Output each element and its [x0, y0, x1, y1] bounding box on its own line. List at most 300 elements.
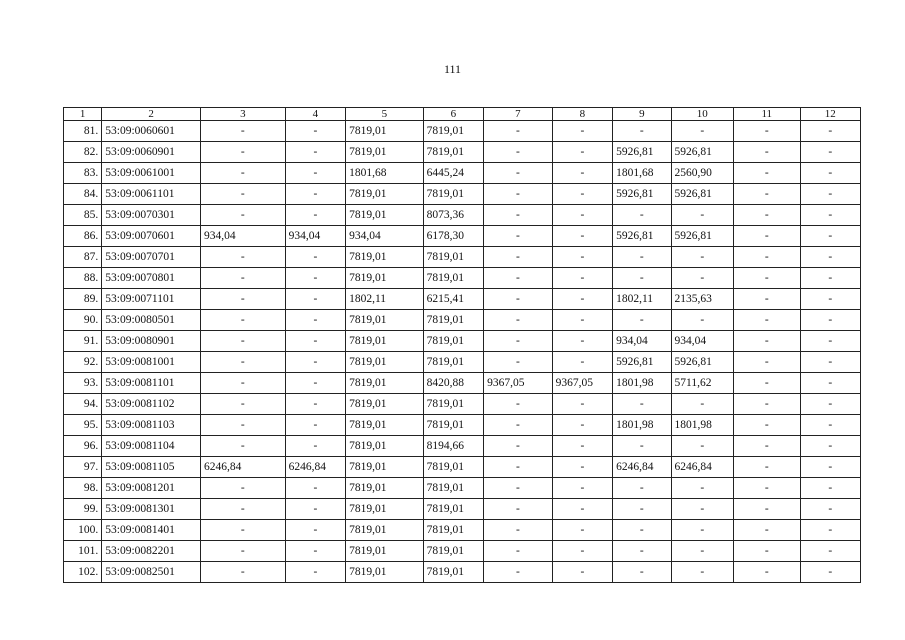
value-cell: - — [734, 142, 801, 163]
value-cell: 7819,01 — [346, 268, 424, 289]
cadastral-code-cell: 53:09:0061101 — [102, 184, 201, 205]
value-cell: - — [800, 499, 861, 520]
value-cell: - — [484, 226, 553, 247]
value-cell: - — [552, 163, 612, 184]
value-cell: - — [734, 184, 801, 205]
value-cell: 7819,01 — [423, 562, 483, 583]
table-row — [64, 478, 861, 499]
cadastral-code-cell: 53:09:0070601 — [102, 226, 201, 247]
value-cell: 7819,01 — [423, 415, 483, 436]
table-row — [64, 142, 861, 163]
value-cell: - — [734, 478, 801, 499]
value-cell: 1801,68 — [346, 163, 424, 184]
value-cell: - — [484, 541, 553, 562]
value-cell: 7819,01 — [423, 478, 483, 499]
value-cell: - — [734, 352, 801, 373]
value-cell: - — [800, 163, 861, 184]
column-header-11: 11 — [734, 108, 801, 121]
cadastral-code-cell: 53:09:0080901 — [102, 331, 201, 352]
value-cell: - — [201, 247, 286, 268]
value-cell: - — [285, 520, 345, 541]
cadastral-code-cell: 53:09:0071101 — [102, 289, 201, 310]
value-cell: 7819,01 — [423, 352, 483, 373]
column-header-7: 7 — [484, 108, 553, 121]
value-cell: - — [552, 562, 612, 583]
value-cell: - — [800, 184, 861, 205]
row-number-cell: 82. — [64, 142, 102, 163]
column-header-4: 4 — [285, 108, 345, 121]
table-row — [64, 310, 861, 331]
value-cell: - — [671, 310, 733, 331]
value-cell: - — [552, 268, 612, 289]
value-cell: - — [552, 499, 612, 520]
table-row — [64, 541, 861, 562]
value-cell: - — [800, 205, 861, 226]
cadastral-code-cell: 53:09:0060601 — [102, 121, 201, 142]
value-cell: 7819,01 — [346, 121, 424, 142]
value-cell: 1801,98 — [613, 373, 671, 394]
value-cell: - — [285, 499, 345, 520]
value-cell: 2560,90 — [671, 163, 733, 184]
value-cell: 7819,01 — [423, 457, 483, 478]
value-cell: - — [734, 373, 801, 394]
value-cell: 934,04 — [201, 226, 286, 247]
value-cell: - — [613, 562, 671, 583]
value-cell: 1802,11 — [613, 289, 671, 310]
value-cell: - — [671, 436, 733, 457]
value-cell: - — [285, 268, 345, 289]
table-row — [64, 562, 861, 583]
row-number-cell: 81. — [64, 121, 102, 142]
value-cell: - — [201, 121, 286, 142]
value-cell: 5926,81 — [613, 352, 671, 373]
value-cell: - — [484, 415, 553, 436]
value-cell: - — [484, 268, 553, 289]
row-number-cell: 88. — [64, 268, 102, 289]
table-row — [64, 184, 861, 205]
row-number-cell: 102. — [64, 562, 102, 583]
value-cell: 6246,84 — [671, 457, 733, 478]
column-header-10: 10 — [671, 108, 733, 121]
value-cell: - — [552, 520, 612, 541]
value-cell: - — [285, 184, 345, 205]
value-cell: - — [671, 562, 733, 583]
value-cell: - — [734, 520, 801, 541]
value-cell: - — [800, 121, 861, 142]
value-cell: 1802,11 — [346, 289, 424, 310]
value-cell: 934,04 — [346, 226, 424, 247]
value-cell: 7819,01 — [423, 499, 483, 520]
value-cell: 7819,01 — [423, 520, 483, 541]
value-cell: - — [484, 394, 553, 415]
value-cell: - — [552, 121, 612, 142]
value-cell: 5926,81 — [671, 184, 733, 205]
row-number-cell: 84. — [64, 184, 102, 205]
value-cell: - — [201, 436, 286, 457]
value-cell: 8420,88 — [423, 373, 483, 394]
value-cell: - — [671, 205, 733, 226]
value-cell: 7819,01 — [346, 352, 424, 373]
value-cell: 7819,01 — [423, 541, 483, 562]
cadastral-code-cell: 53:09:0081105 — [102, 457, 201, 478]
value-cell: - — [285, 331, 345, 352]
value-cell: - — [800, 394, 861, 415]
value-cell: 7819,01 — [346, 394, 424, 415]
value-cell: 5926,81 — [671, 226, 733, 247]
value-cell: - — [800, 436, 861, 457]
column-header-6: 6 — [423, 108, 483, 121]
value-cell: 9367,05 — [484, 373, 553, 394]
value-cell: - — [484, 499, 553, 520]
value-cell: - — [800, 247, 861, 268]
row-number-cell: 100. — [64, 520, 102, 541]
value-cell: 7819,01 — [423, 331, 483, 352]
value-cell: 7819,01 — [346, 205, 424, 226]
value-cell: - — [201, 289, 286, 310]
value-cell: - — [285, 142, 345, 163]
row-number-cell: 94. — [64, 394, 102, 415]
value-cell: 5926,81 — [671, 352, 733, 373]
value-cell: - — [484, 457, 553, 478]
value-cell: - — [552, 394, 612, 415]
value-cell: - — [613, 310, 671, 331]
value-cell: - — [800, 352, 861, 373]
value-cell: - — [201, 142, 286, 163]
table-row — [64, 163, 861, 184]
value-cell: - — [552, 205, 612, 226]
value-cell: - — [552, 289, 612, 310]
value-cell: 8073,36 — [423, 205, 483, 226]
row-number-cell: 99. — [64, 499, 102, 520]
cadastral-code-cell: 53:09:0081301 — [102, 499, 201, 520]
column-header-5: 5 — [346, 108, 424, 121]
value-cell: 5926,81 — [613, 184, 671, 205]
table-row — [64, 457, 861, 478]
value-cell: 7819,01 — [423, 184, 483, 205]
value-cell: - — [201, 310, 286, 331]
cadastral-code-cell: 53:09:0080501 — [102, 310, 201, 331]
value-cell: - — [613, 394, 671, 415]
value-cell: - — [734, 226, 801, 247]
table-row — [64, 268, 861, 289]
value-cell: - — [613, 520, 671, 541]
row-number-cell: 98. — [64, 478, 102, 499]
value-cell: - — [671, 478, 733, 499]
value-cell: - — [285, 562, 345, 583]
value-cell: - — [552, 352, 612, 373]
value-cell: - — [201, 205, 286, 226]
value-cell: 7819,01 — [423, 268, 483, 289]
value-cell: - — [552, 415, 612, 436]
value-cell: - — [671, 121, 733, 142]
value-cell: 5926,81 — [613, 226, 671, 247]
value-cell: 2135,63 — [671, 289, 733, 310]
value-cell: 934,04 — [613, 331, 671, 352]
value-cell: - — [552, 331, 612, 352]
value-cell: - — [484, 310, 553, 331]
value-cell: - — [484, 142, 553, 163]
value-cell: 7819,01 — [423, 121, 483, 142]
value-cell: 6178,30 — [423, 226, 483, 247]
value-cell: - — [552, 541, 612, 562]
value-cell: 7819,01 — [423, 394, 483, 415]
value-cell: - — [201, 331, 286, 352]
value-cell: - — [613, 247, 671, 268]
value-cell: 7819,01 — [346, 247, 424, 268]
value-cell: 7819,01 — [346, 184, 424, 205]
table-row — [64, 499, 861, 520]
cadastral-code-cell: 53:09:0081401 — [102, 520, 201, 541]
value-cell: - — [201, 163, 286, 184]
table-body — [64, 121, 861, 583]
row-number-cell: 90. — [64, 310, 102, 331]
row-number-cell: 85. — [64, 205, 102, 226]
row-number-cell: 96. — [64, 436, 102, 457]
value-cell: - — [734, 205, 801, 226]
value-cell: 6246,84 — [285, 457, 345, 478]
row-number-cell: 101. — [64, 541, 102, 562]
cadastral-code-cell: 53:09:0081104 — [102, 436, 201, 457]
value-cell: 934,04 — [671, 331, 733, 352]
value-cell: - — [671, 394, 733, 415]
cadastral-code-cell: 53:09:0060901 — [102, 142, 201, 163]
value-cell: 9367,05 — [552, 373, 612, 394]
cadastral-code-cell: 53:09:0070801 — [102, 268, 201, 289]
row-number-cell: 92. — [64, 352, 102, 373]
value-cell: - — [201, 373, 286, 394]
value-cell: - — [484, 331, 553, 352]
value-cell: - — [552, 457, 612, 478]
value-cell: - — [484, 205, 553, 226]
value-cell: 7819,01 — [346, 436, 424, 457]
value-cell: 7819,01 — [346, 562, 424, 583]
value-cell: - — [484, 478, 553, 499]
value-cell: 6246,84 — [613, 457, 671, 478]
value-cell: - — [800, 268, 861, 289]
value-cell: 6246,84 — [201, 457, 286, 478]
value-cell: - — [552, 184, 612, 205]
value-cell: - — [734, 562, 801, 583]
value-cell: - — [613, 499, 671, 520]
row-number-cell: 91. — [64, 331, 102, 352]
value-cell: - — [201, 184, 286, 205]
table-row — [64, 226, 861, 247]
value-cell: 1801,68 — [613, 163, 671, 184]
value-cell: - — [285, 310, 345, 331]
cadastral-code-cell: 53:09:0081101 — [102, 373, 201, 394]
value-cell: 7819,01 — [423, 310, 483, 331]
table-row — [64, 415, 861, 436]
data-table — [63, 107, 861, 583]
value-cell: - — [613, 268, 671, 289]
value-cell: 5926,81 — [613, 142, 671, 163]
value-cell: - — [552, 478, 612, 499]
value-cell: - — [201, 268, 286, 289]
value-cell: - — [613, 436, 671, 457]
table-row — [64, 121, 861, 142]
value-cell: - — [484, 562, 553, 583]
cadastral-code-cell: 53:09:0081103 — [102, 415, 201, 436]
value-cell: - — [671, 499, 733, 520]
value-cell: - — [734, 163, 801, 184]
value-cell: - — [800, 541, 861, 562]
row-number-cell: 86. — [64, 226, 102, 247]
table-header-row — [64, 108, 861, 121]
value-cell: - — [800, 415, 861, 436]
value-cell: - — [484, 289, 553, 310]
value-cell: - — [800, 520, 861, 541]
value-cell: - — [201, 415, 286, 436]
value-cell: - — [734, 415, 801, 436]
column-header-3: 3 — [201, 108, 286, 121]
value-cell: - — [484, 184, 553, 205]
row-number-cell: 93. — [64, 373, 102, 394]
value-cell: - — [285, 352, 345, 373]
value-cell: - — [285, 289, 345, 310]
table-row — [64, 247, 861, 268]
value-cell: 8194,66 — [423, 436, 483, 457]
value-cell: 7819,01 — [346, 457, 424, 478]
value-cell: - — [285, 121, 345, 142]
value-cell: - — [285, 373, 345, 394]
value-cell: - — [201, 541, 286, 562]
value-cell: - — [671, 268, 733, 289]
value-cell: 1801,98 — [613, 415, 671, 436]
row-number-cell: 97. — [64, 457, 102, 478]
value-cell: - — [484, 520, 553, 541]
value-cell: - — [484, 163, 553, 184]
value-cell: 7819,01 — [346, 499, 424, 520]
value-cell: - — [800, 310, 861, 331]
column-header-2: 2 — [102, 108, 201, 121]
value-cell: - — [734, 457, 801, 478]
value-cell: 7819,01 — [346, 310, 424, 331]
value-cell: - — [800, 289, 861, 310]
value-cell: - — [285, 163, 345, 184]
value-cell: - — [552, 436, 612, 457]
value-cell: - — [201, 394, 286, 415]
value-cell: - — [800, 142, 861, 163]
value-cell: - — [552, 142, 612, 163]
value-cell: - — [613, 205, 671, 226]
value-cell: - — [201, 562, 286, 583]
value-cell: - — [734, 289, 801, 310]
value-cell: - — [201, 478, 286, 499]
value-cell: - — [734, 499, 801, 520]
value-cell: - — [201, 520, 286, 541]
value-cell: - — [800, 373, 861, 394]
value-cell: - — [734, 331, 801, 352]
table-row — [64, 436, 861, 457]
value-cell: 7819,01 — [346, 541, 424, 562]
value-cell: - — [734, 247, 801, 268]
row-number-cell: 89. — [64, 289, 102, 310]
value-cell: - — [201, 499, 286, 520]
cadastral-code-cell: 53:09:0061001 — [102, 163, 201, 184]
table-row — [64, 373, 861, 394]
value-cell: 6215,41 — [423, 289, 483, 310]
cadastral-code-cell: 53:09:0081201 — [102, 478, 201, 499]
column-header-12: 12 — [800, 108, 861, 121]
value-cell: - — [613, 478, 671, 499]
value-cell: - — [613, 541, 671, 562]
cadastral-code-cell: 53:09:0081102 — [102, 394, 201, 415]
value-cell: - — [671, 541, 733, 562]
value-cell: - — [734, 121, 801, 142]
row-number-cell: 83. — [64, 163, 102, 184]
value-cell: - — [484, 436, 553, 457]
value-cell: - — [285, 205, 345, 226]
table-row — [64, 520, 861, 541]
column-header-8: 8 — [552, 108, 612, 121]
value-cell: 7819,01 — [423, 247, 483, 268]
value-cell: - — [552, 226, 612, 247]
value-cell: - — [613, 121, 671, 142]
table-row — [64, 289, 861, 310]
value-cell: 7819,01 — [346, 478, 424, 499]
column-header-1: 1 — [64, 108, 102, 121]
value-cell: - — [671, 520, 733, 541]
value-cell: 7819,01 — [346, 373, 424, 394]
cadastral-code-cell: 53:09:0081001 — [102, 352, 201, 373]
value-cell: - — [285, 415, 345, 436]
value-cell: 5711,62 — [671, 373, 733, 394]
value-cell: - — [484, 247, 553, 268]
value-cell: 7819,01 — [346, 520, 424, 541]
value-cell: - — [201, 352, 286, 373]
value-cell: 7819,01 — [423, 142, 483, 163]
value-cell: - — [484, 352, 553, 373]
value-cell: - — [800, 457, 861, 478]
value-cell: - — [285, 394, 345, 415]
value-cell: - — [552, 310, 612, 331]
value-cell: - — [552, 247, 612, 268]
cadastral-code-cell: 53:09:0082201 — [102, 541, 201, 562]
value-cell: - — [484, 121, 553, 142]
value-cell: - — [285, 478, 345, 499]
cadastral-code-cell: 53:09:0070301 — [102, 205, 201, 226]
value-cell: 7819,01 — [346, 142, 424, 163]
page-number: 111 — [443, 62, 462, 76]
row-number-cell: 95. — [64, 415, 102, 436]
value-cell: 7819,01 — [346, 415, 424, 436]
value-cell: - — [734, 310, 801, 331]
value-cell: - — [800, 226, 861, 247]
column-header-9: 9 — [613, 108, 671, 121]
value-cell: - — [285, 541, 345, 562]
value-cell: - — [800, 331, 861, 352]
value-cell: - — [285, 436, 345, 457]
table-row — [64, 205, 861, 226]
value-cell: - — [671, 247, 733, 268]
cadastral-code-cell: 53:09:0082501 — [102, 562, 201, 583]
value-cell: - — [734, 541, 801, 562]
table-row — [64, 331, 861, 352]
table-row — [64, 394, 861, 415]
value-cell: 5926,81 — [671, 142, 733, 163]
cadastral-code-cell: 53:09:0070701 — [102, 247, 201, 268]
value-cell: - — [285, 247, 345, 268]
row-number-cell: 87. — [64, 247, 102, 268]
value-cell: 934,04 — [285, 226, 345, 247]
value-cell: 7819,01 — [346, 331, 424, 352]
value-cell: - — [800, 478, 861, 499]
value-cell: - — [734, 268, 801, 289]
table-row — [64, 352, 861, 373]
value-cell: - — [800, 562, 861, 583]
value-cell: - — [734, 394, 801, 415]
value-cell: - — [734, 436, 801, 457]
